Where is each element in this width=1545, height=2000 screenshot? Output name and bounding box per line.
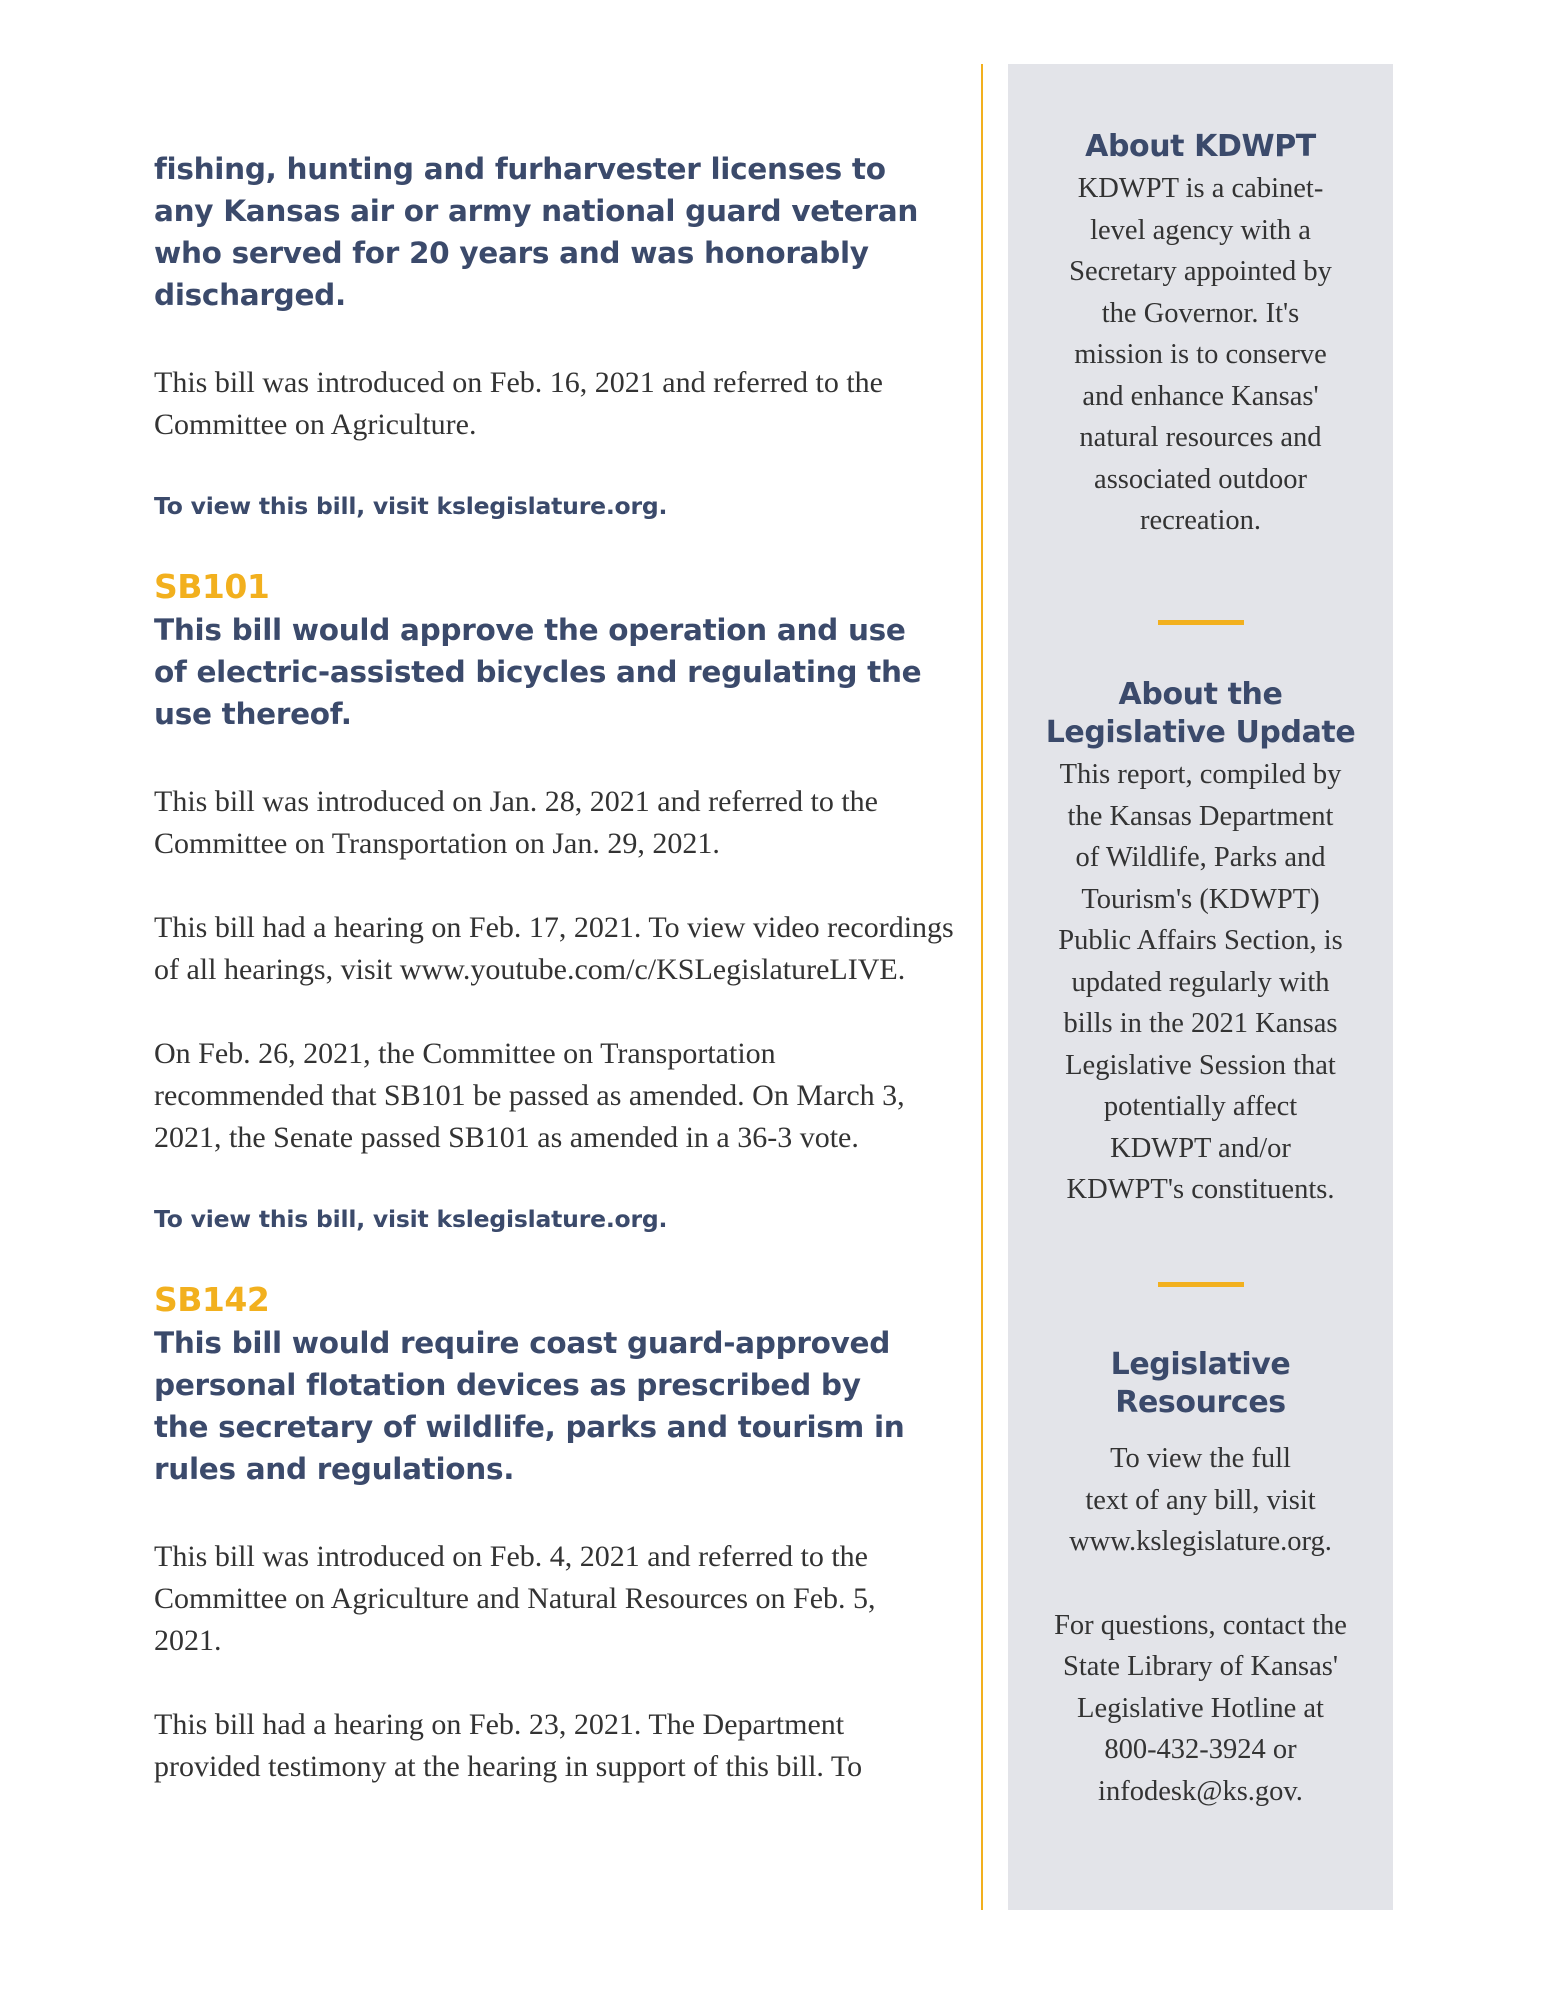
column-divider <box>981 64 983 1910</box>
bill-paragraph: This bill was introduced on Jan. 28, 2021 and referred to the Committee on Transportation on Jan. 29, 2021. <box>154 785 878 860</box>
bill-paragraph: On Feb. 26, 2021, the Committee on Transportation recommended that SB101 be passed as amended. On March 3, 2021, the Senate passed SB101 as amended in a 36-3 vote. <box>154 1037 905 1154</box>
about-update-section <box>1008 676 1393 1211</box>
intro-text: This bill was introduced on Feb. 16, 2021 and referred to the Committee on Agriculture. <box>154 366 883 441</box>
bill-id-sb142: SB142 <box>154 1280 270 1319</box>
bill-paragraph: This bill had a hearing on Feb. 23, 2021. The Department provided testimony at the hearing in support of this bill. To <box>154 1708 863 1783</box>
about-update-title: About the Legislative Update <box>1045 677 1356 750</box>
about-kdwpt-section <box>1008 128 1393 542</box>
main-column <box>154 148 954 1788</box>
sidebar-divider <box>1158 620 1244 625</box>
resources-section <box>1008 1346 1393 1812</box>
resources-text-view-bill: To view the full text of any bill, visit www.kslegislature.org. <box>1069 1443 1332 1557</box>
bill-paragraph: This bill had a hearing on Feb. 17, 2021. To view video recordings of all hearings, visit www.youtube.com/c/KSLegislatureLIVE. <box>154 911 954 986</box>
bill-paragraph: This bill was introduced on Feb. 4, 2021 and referred to the Committee on Agriculture and Natural Resources on Feb. 5, 2021. <box>154 1540 876 1657</box>
bill-summary-sb101: This bill would approve the operation and use of electric-assisted bicycles and regulating the use thereof. <box>154 613 922 731</box>
intro-view-bill-link[interactable]: To view this bill, visit kslegislature.org. <box>154 492 668 520</box>
sidebar <box>1008 64 1393 1910</box>
about-kdwpt-text: KDWPT is a cabinet- level agency with a Secretary appointed by the Governor. It's mission is to conserve and enhance Kansas' natural resources and associated outdoor recreation. <box>1069 173 1332 536</box>
bill-id-sb101: SB101 <box>154 567 270 606</box>
intro-heading: fishing, hunting and furharvester licenses to any Kansas air or army national guard veteran who served for 20 years and was honorably discharged. <box>154 152 919 312</box>
bill-summary-sb142: This bill would require coast guard-approved personal flotation devices as prescribed by the secretary of wildlife, parks and tourism in rules and regulations. <box>154 1326 905 1486</box>
resources-title: Legislative Resources <box>1110 1347 1291 1420</box>
sidebar-divider <box>1158 1282 1244 1287</box>
resources-text-contact: For questions, contact the State Library of Kansas' Legislative Hotline at 800-432-3924 or infodesk@ks.gov. <box>1054 1609 1347 1807</box>
sb101-view-bill-link[interactable]: To view this bill, visit kslegislature.org. <box>154 1205 668 1233</box>
about-update-text: This report, compiled by the Kansas Department of Wildlife, Parks and Tourism's (KDWPT) Public Affairs Section, is updated regularly with bills in the 2021 Kansas Legislative Session that potentially affect KDWPT and/or KDWPT's constituents. <box>1058 759 1343 1205</box>
about-kdwpt-title: About KDWPT <box>1085 129 1316 164</box>
